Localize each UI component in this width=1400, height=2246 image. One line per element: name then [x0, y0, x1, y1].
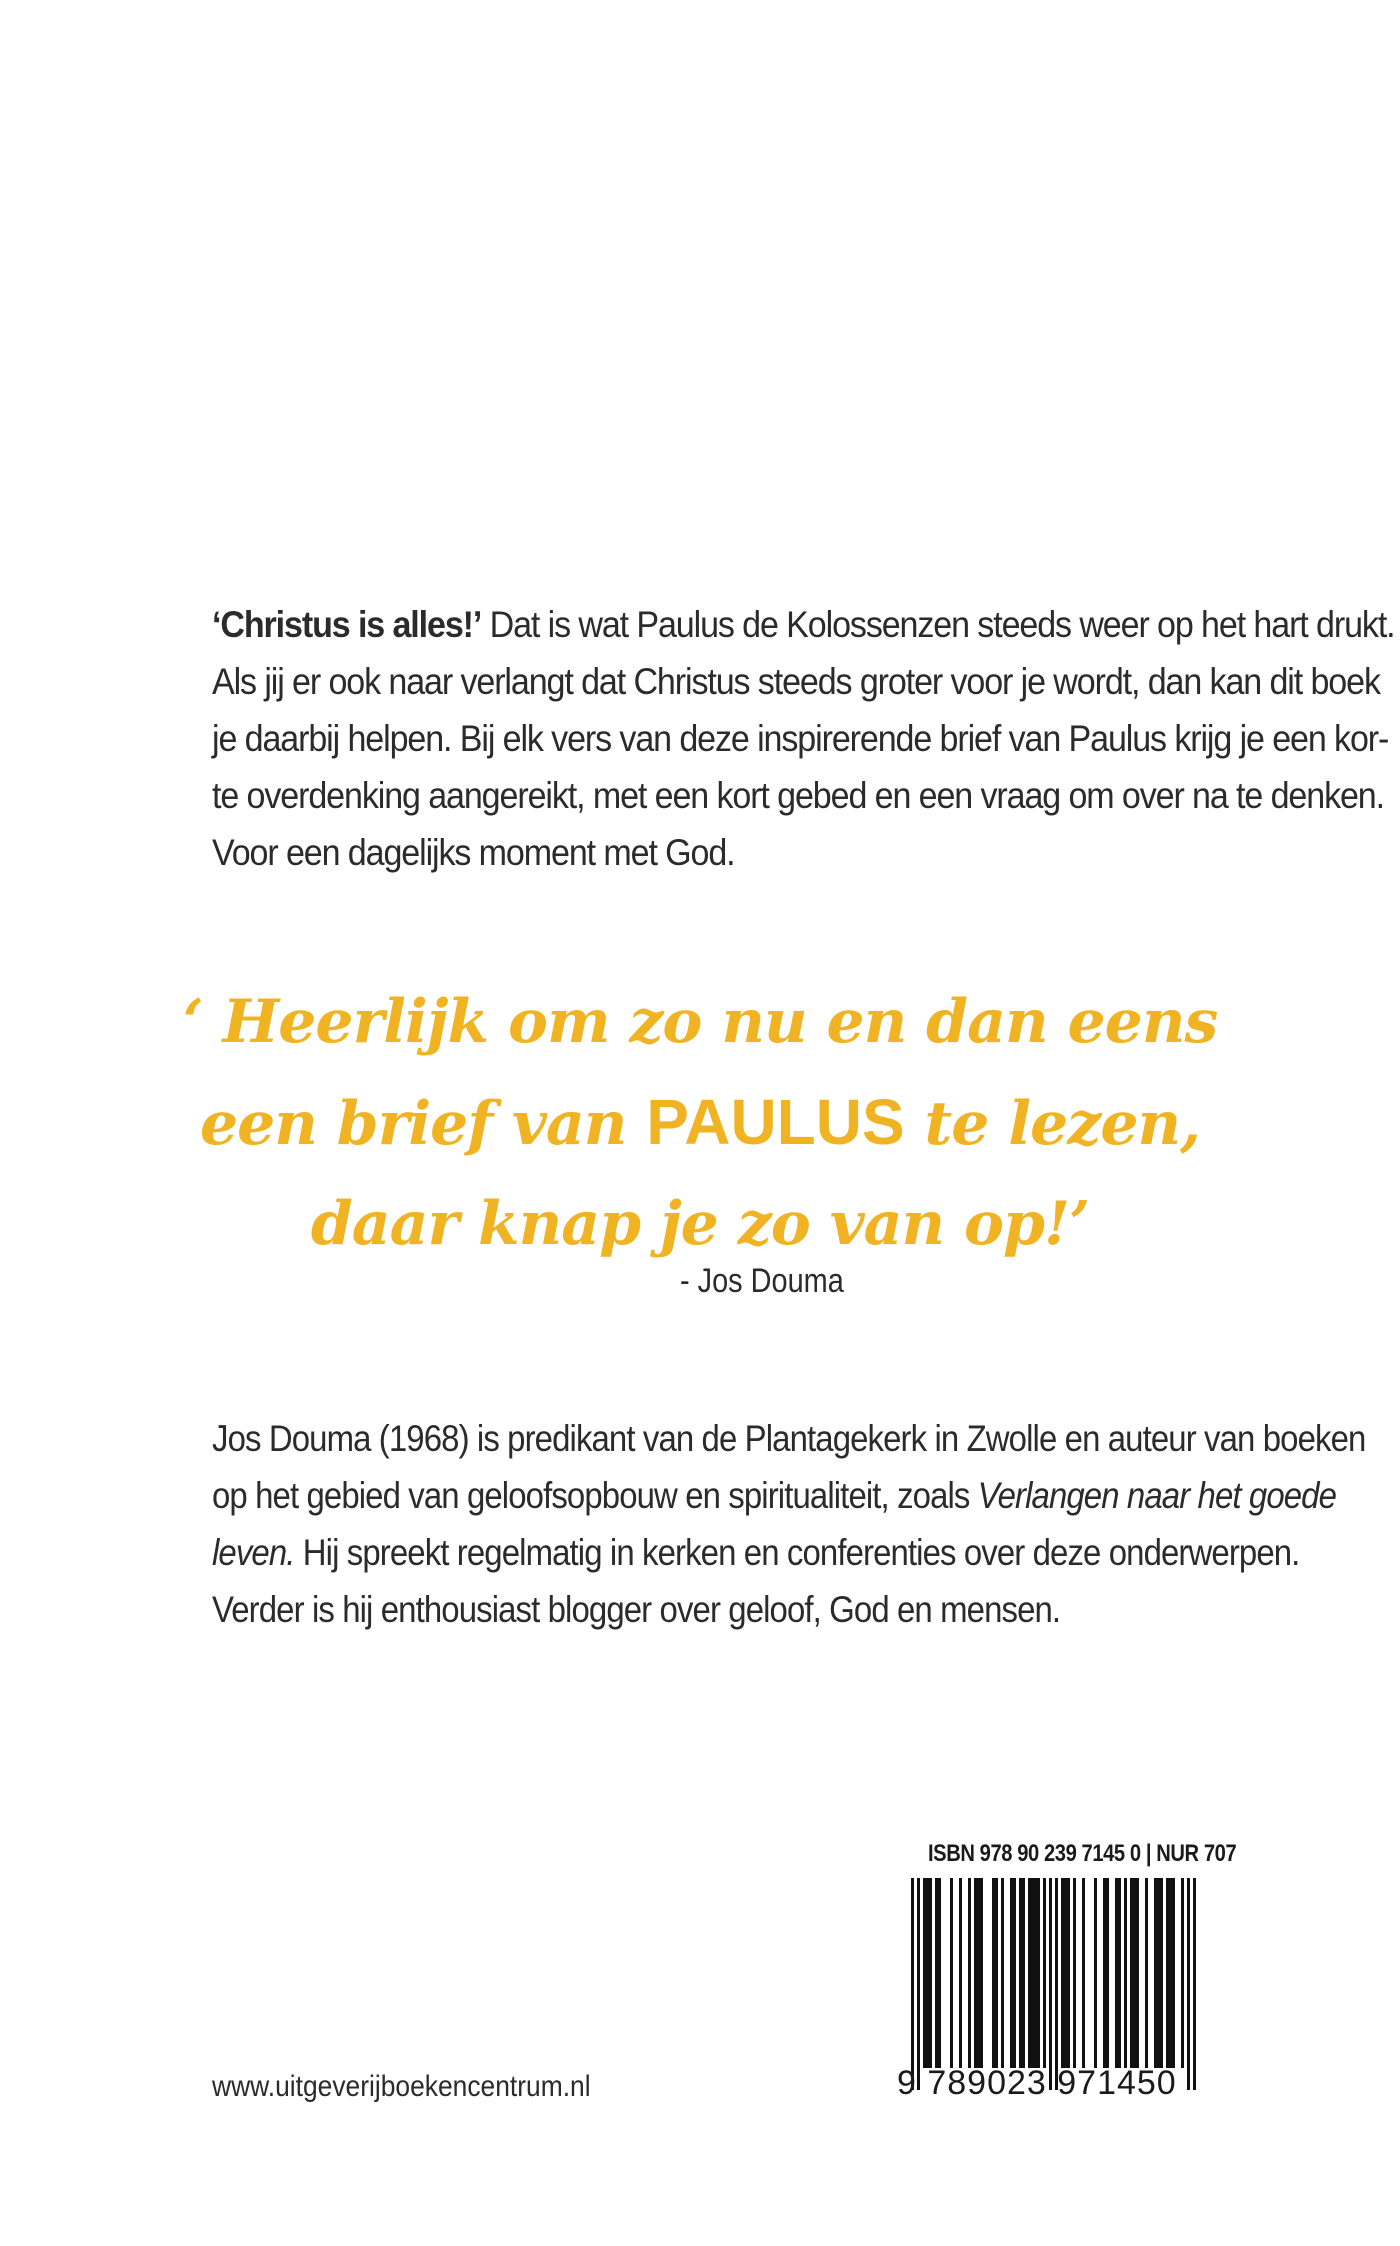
- barcode-bar: [1136, 1878, 1139, 2068]
- barcode-bar: [926, 1878, 929, 2068]
- barcode-bar: [1115, 1878, 1118, 2068]
- barcode-bar: [1034, 1878, 1037, 2068]
- barcode-bar: [1094, 1878, 1097, 2068]
- quote-author: - Jos Douma: [680, 1262, 844, 1300]
- barcode-bar: [950, 1878, 953, 2068]
- isbn-label: ISBN 978 90 239 7145 0 | NUR 707: [928, 1840, 1237, 1867]
- barcode-bar: [1082, 1878, 1085, 2068]
- blurb-bold-lead: ‘Christus is alles!’: [212, 604, 482, 645]
- quote-line-2: [0, 1072, 1400, 1174]
- barcode-bar: [1010, 1878, 1013, 2068]
- barcode-bar: [1055, 1878, 1058, 2090]
- quote-line-3: daar knap je zo van op!’: [310, 1189, 1090, 1259]
- barcode-bar: [1061, 1878, 1064, 2068]
- barcode-bar: [992, 1878, 995, 2068]
- barcode-bar: [938, 1878, 941, 2068]
- barcode-bar: [980, 1878, 983, 2068]
- barcode-bar: [1133, 1878, 1136, 2068]
- quote-line-2-a: een brief van: [199, 1089, 647, 1159]
- barcode-bar: [917, 1878, 920, 2090]
- barcode-bar: [977, 1878, 980, 2068]
- bio-line-2-a: op het gebied van geloofsopbouw en spiritualiteit, zoals: [212, 1475, 978, 1516]
- barcode-bar: [1067, 1878, 1070, 2068]
- barcode-bar: [1154, 1878, 1157, 2068]
- barcode-bar: [1106, 1878, 1109, 2068]
- pull-quote: [0, 972, 1400, 1274]
- barcode-bar: [1022, 1878, 1025, 2068]
- barcode-bar: [1073, 1878, 1076, 2068]
- blurb-line-5: Voor een dagelijks moment met God.: [212, 832, 735, 873]
- barcode-bar: [1031, 1878, 1034, 2068]
- barcode-bar: [1160, 1878, 1163, 2068]
- bio-book-title-1: Verlangen naar het goede: [977, 1475, 1337, 1516]
- barcode-bar: [1064, 1878, 1067, 2068]
- blurb-line-4: te overdenking aangereikt, met een kort gebed en een vraag om over na te denken.: [212, 775, 1384, 816]
- barcode-bar: [1193, 1878, 1196, 2090]
- barcode-bar: [1187, 1878, 1190, 2090]
- barcode-bar: [968, 1878, 971, 2068]
- barcode-bar: [1013, 1878, 1016, 2068]
- barcode-bar: [1172, 1878, 1175, 2068]
- barcode-bar: [1049, 1878, 1052, 2090]
- blurb-text: [212, 596, 1395, 881]
- blurb-line-1-rest: Dat is wat Paulus de Kolossenzen steeds weer op het hart drukt.: [481, 604, 1395, 645]
- barcode-bar: [974, 1878, 977, 2068]
- barcode-bar: [1001, 1878, 1004, 2068]
- quote-line-1: ‘ Heerlijk om zo nu en dan eens: [182, 987, 1218, 1057]
- bio-line-3-rest: Hij spreekt regelmatig in kerken en conferenties over deze onderwerpen.: [294, 1532, 1300, 1573]
- barcode-bar: [1103, 1878, 1106, 2068]
- barcode-bar: [1043, 1878, 1046, 2068]
- quote-paulus: PAULUS: [646, 1086, 905, 1158]
- barcode-bar: [1118, 1878, 1121, 2068]
- bio-line-3: [212, 1524, 1316, 1581]
- bio-line-1: Jos Douma (1968) is predikant van de Plantagekerk in Zwolle en auteur van boeken: [212, 1418, 1366, 1459]
- barcode-bar: [1130, 1878, 1133, 2068]
- barcode-bar: [1169, 1878, 1172, 2068]
- barcode-bar: [1124, 1878, 1127, 2068]
- publisher-website: www.uitgeverijboekencentrum.nl: [212, 2070, 591, 2103]
- barcode-bar: [1028, 1878, 1031, 2068]
- barcode-bar: [995, 1878, 998, 2068]
- barcode-bar: [1166, 1878, 1169, 2068]
- blurb-line-1: [212, 596, 1395, 653]
- barcode-bar: [935, 1878, 938, 2068]
- barcode-bar: [1037, 1878, 1040, 2068]
- bio-line-2: [212, 1467, 1337, 1524]
- barcode-bar: [929, 1878, 932, 2068]
- barcode-bar: [1145, 1878, 1148, 2068]
- barcode-bar: [959, 1878, 962, 2068]
- barcode-bar: [1157, 1878, 1160, 2068]
- quote-line-2-b: te lezen,: [904, 1089, 1201, 1159]
- author-bio: [212, 1410, 1366, 1638]
- bio-line-4: Verder is hij enthousiast blogger over geloof, God en mensen.: [212, 1589, 1061, 1630]
- blurb-line-3: je daarbij helpen. Bij elk vers van deze inspirerende brief van Paulus krijg je een kor-: [212, 718, 1389, 759]
- barcode-digits: 9 789023 971450: [897, 2064, 1177, 2102]
- barcode-bar: [1181, 1878, 1184, 2068]
- barcode-bar: [923, 1878, 926, 2068]
- blurb-line-2: Als jij er ook naar verlangt dat Christus steeds groter voor je wordt, dan kan dit boek: [212, 661, 1380, 702]
- barcode-bar: [1019, 1878, 1022, 2068]
- barcode-bar: [911, 1878, 914, 2090]
- bio-book-title-2: leven.: [212, 1532, 295, 1573]
